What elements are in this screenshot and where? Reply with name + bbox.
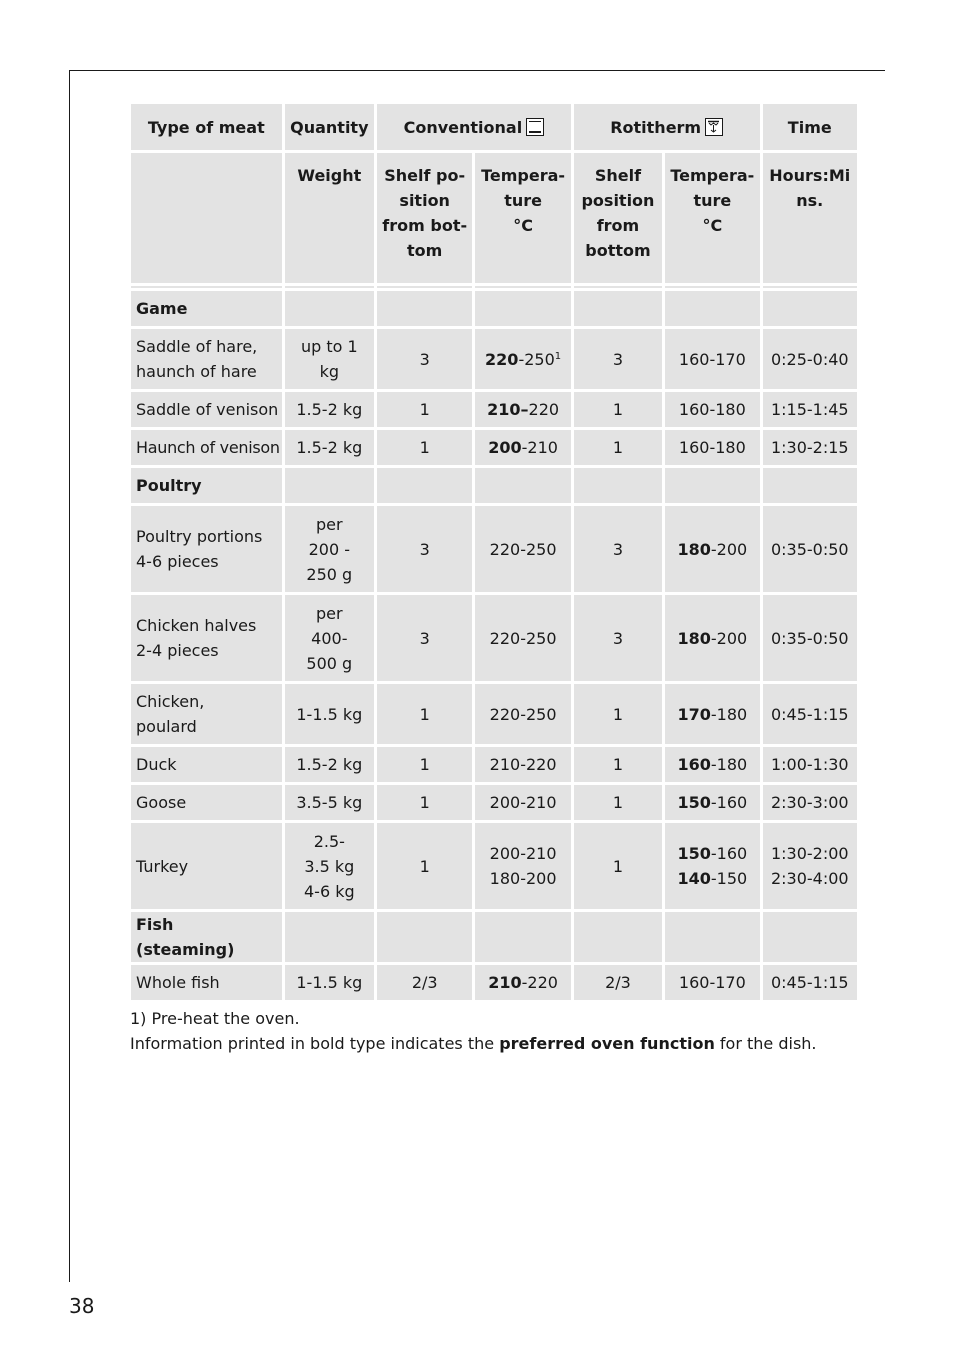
temp-rest: -180 [710,755,748,774]
temp-bold: 210 [488,973,522,992]
time-cell: 0:35-0:50 [763,595,857,681]
conv-shelf-cell: 3 [377,329,472,389]
meat-name: Chicken, poulard [131,684,282,744]
conv-temp-cell [475,785,570,820]
temp-bold: 170 [677,704,711,724]
temp-bold: 210– [487,400,529,419]
meat-name: Duck [131,747,282,782]
roti-shelf-cell: 1 [574,785,662,820]
roti-shelf-cell: 1 [574,392,662,427]
roti-temp-cell [665,823,759,909]
time-cell: 1:00-1:30 [763,747,857,782]
quantity-cell: 2.5- 3.5 kg 4-6 kg [285,823,374,909]
temp-rest: -200 [710,539,748,559]
roasting-table [128,101,860,1003]
quantity-cell: 1.5-2 kg [285,392,374,427]
footnote-marker: 1 [554,350,562,362]
temp-rest: 220-250 [489,628,557,648]
quantity-cell: 1-1.5 kg [285,965,374,1000]
temp-line: 180-200 [489,869,557,888]
time-cell: 0:35-0:50 [763,506,857,592]
roti-shelf-cell: 3 [574,595,662,681]
meat-name: Haunch of venison [131,430,282,465]
meat-name: Goose [131,785,282,820]
quantity-cell: 1-1.5 kg [285,684,374,744]
time-line: 1:30-2:00 [770,844,849,863]
conv-temp-cell [475,595,570,681]
header-time: Time [763,104,857,150]
section-label: Game [131,291,282,326]
temp-line: 200-210 [489,844,557,863]
temp-rest: 220 [528,400,560,419]
meat-name: Saddle of hare, haunch of hare [131,329,282,389]
footnote-emphasis: preferred oven function [499,1034,715,1053]
temp-rest: 220-250 [489,704,557,724]
conv-shelf-cell: 2/3 [377,965,472,1000]
roti-shelf-cell: 1 [574,823,662,909]
temp-rest: -250 [518,349,555,369]
time-cell: 1:30-2:15 [763,430,857,465]
left-rule [69,70,70,1282]
temp-rest: 210-220 [489,755,557,774]
header-type-of-meat: Type of meat [131,104,282,150]
section-row-fish [131,912,857,962]
quantity-cell: 1.5-2 kg [285,747,374,782]
conv-temp-cell [475,965,570,1000]
time-cell: 2:30-3:00 [763,785,857,820]
conv-shelf-cell: 3 [377,506,472,592]
footnote-text: Information printed in bold type indicates the [130,1034,500,1053]
header-conventional-label: Conventional [403,117,523,137]
table-row [131,684,857,744]
table-row [131,595,857,681]
header-conventional [377,104,571,150]
table-row [131,747,857,782]
header-weight: Weight [285,153,374,283]
roti-temp-cell [665,785,759,820]
conv-temp-cell [475,506,570,592]
temp-rest: -180 [710,704,748,724]
temp-bold: 160 [677,755,711,774]
conv-shelf-cell: 1 [377,684,472,744]
conv-shelf-cell: 1 [377,747,472,782]
quantity-cell: per 200 - 250 g [285,506,374,592]
temp-bold: 180 [677,539,711,559]
footnote-preheat: 1) Pre-heat the oven. [130,1009,300,1028]
temp-rest: 200-210 [489,793,557,812]
header-hours-mins: Hours:Mi ns. [763,153,857,283]
time-cell [763,823,857,909]
header-roti-temp: Tempera- ture °C [665,153,759,283]
table-row [131,965,857,1000]
header-conv-shelf: Shelf po- sition from bot- tom [377,153,472,283]
top-rule [69,70,885,71]
quantity-cell: 1.5-2 kg [285,430,374,465]
roti-shelf-cell: 1 [574,430,662,465]
section-row-game [131,291,857,326]
temp-rest: 160-180 [678,438,746,457]
roti-temp-cell [665,506,759,592]
header-rotitherm [574,104,760,150]
time-cell: 0:25-0:40 [763,329,857,389]
temp-rest: -160 [710,793,748,812]
quantity-cell: up to 1 kg [285,329,374,389]
conv-shelf-cell: 1 [377,823,472,909]
section-label: Fish (steaming) [131,912,282,962]
rotitherm-grill-icon [705,118,723,136]
footnotes [130,1006,817,1056]
temp-bold: 220 [485,349,519,369]
temp-rest: 160-170 [678,973,746,992]
conv-shelf-cell: 1 [377,430,472,465]
meat-name: Saddle of venison [131,392,282,427]
table-row [131,785,857,820]
temp-rest: -210 [521,438,558,457]
subheader-empty [131,153,282,283]
temp-rest: 160-170 [678,349,746,369]
conv-shelf-cell: 3 [377,595,472,681]
time-cell: 1:15-1:45 [763,392,857,427]
meat-name: Whole fish [131,965,282,1000]
temp-rest: -160 [710,844,748,863]
time-cell: 0:45-1:15 [763,965,857,1000]
temp-bold: 200 [488,438,522,457]
roti-temp-cell [665,430,759,465]
conv-shelf-cell: 1 [377,785,472,820]
temp-rest: -150 [710,869,748,888]
roti-temp-cell [665,329,759,389]
time-cell: 0:45-1:15 [763,684,857,744]
roti-temp-cell [665,595,759,681]
conv-temp-cell [475,329,570,389]
subheader-row [131,153,857,283]
section-row-poultry [131,468,857,503]
table-row [131,506,857,592]
temp-bold: 150 [677,844,711,863]
roti-temp-cell [665,684,759,744]
roti-shelf-cell: 3 [574,329,662,389]
conv-temp-cell [475,747,570,782]
table-row [131,430,857,465]
temp-rest: -200 [710,628,748,648]
quantity-cell: 3.5-5 kg [285,785,374,820]
temp-rest: 160-180 [678,400,746,419]
table-row [131,329,857,389]
roti-temp-cell [665,747,759,782]
roti-shelf-cell: 1 [574,684,662,744]
temp-bold: 180 [677,628,711,648]
header-rotitherm-label: Rotitherm [610,117,702,137]
page-number: 38 [69,1294,95,1318]
meat-name: Turkey [131,823,282,909]
roti-shelf-cell: 3 [574,506,662,592]
conv-shelf-cell: 1 [377,392,472,427]
section-label: Poultry [131,468,282,503]
footnote-text: for the dish. [714,1034,817,1053]
roti-temp-cell [665,965,759,1000]
conventional-heat-icon [526,118,544,136]
time-line: 2:30-4:00 [770,869,849,888]
roti-shelf-cell: 2/3 [574,965,662,1000]
header-conv-temp: Tempera- ture °C [475,153,570,283]
header-quantity: Quantity [285,104,374,150]
temp-bold: 150 [677,793,711,812]
meat-name: Chicken halves 2-4 pieces [131,595,282,681]
temp-rest: 220-250 [489,539,557,559]
footnote-bold-info [130,1031,817,1056]
conv-temp-cell [475,392,570,427]
temp-rest: -220 [521,973,558,992]
conv-temp-cell [475,430,570,465]
table-row [131,823,857,909]
quantity-cell: per 400- 500 g [285,595,374,681]
roti-temp-cell [665,392,759,427]
temp-bold: 140 [677,869,711,888]
conv-temp-cell [475,684,570,744]
header-row [131,104,857,150]
table-row [131,392,857,427]
conv-temp-cell [475,823,570,909]
header-roti-shelf: Shelf position from bottom [574,153,662,283]
roti-shelf-cell: 1 [574,747,662,782]
meat-name: Poultry portions 4-6 pieces [131,506,282,592]
